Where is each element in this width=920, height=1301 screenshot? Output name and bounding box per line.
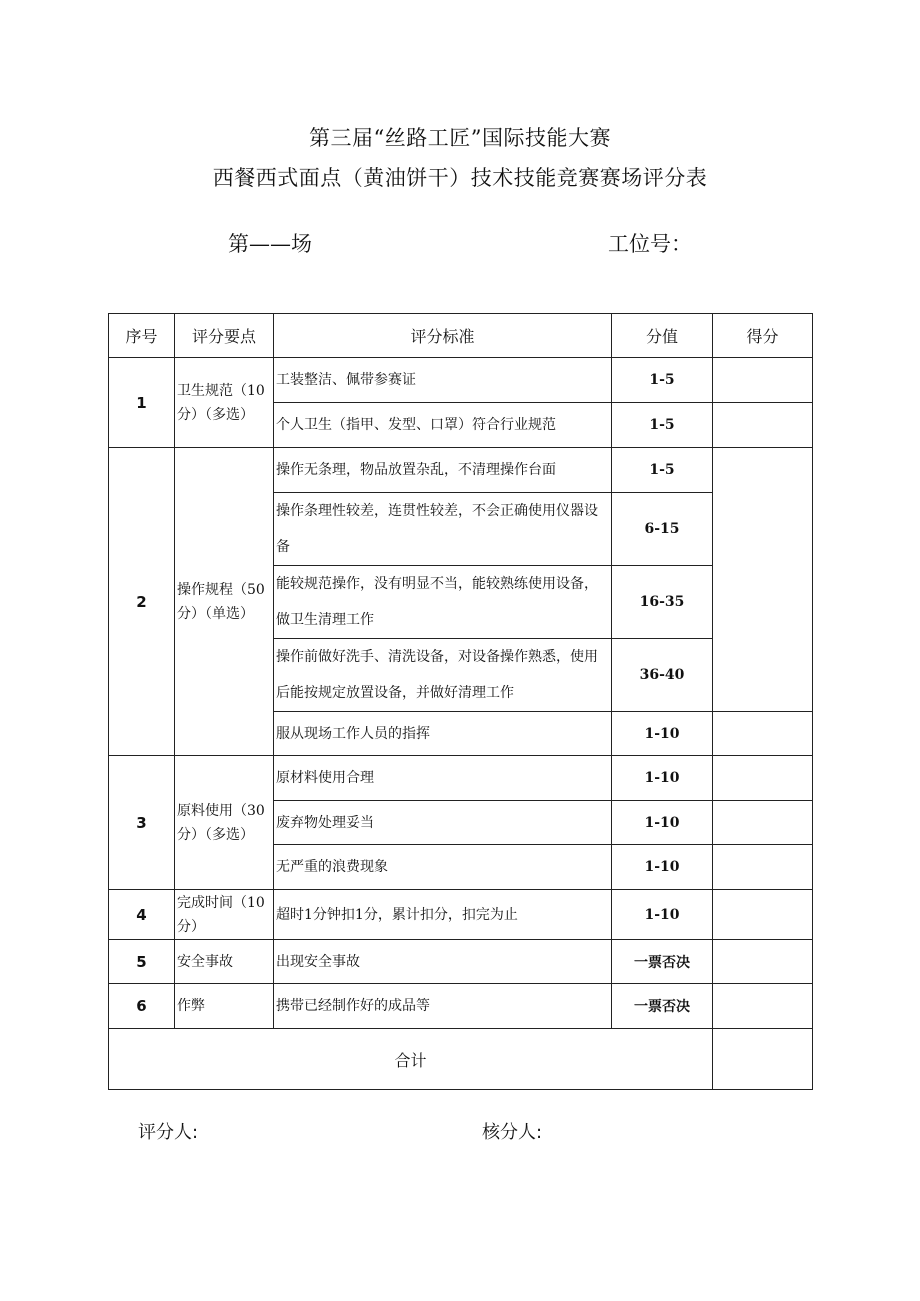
criterion: 操作条理性较差，连贯性较差，不会正确使用仪器设备: [274, 493, 612, 566]
header-criterion: 评分标准: [274, 314, 612, 358]
criterion: 操作前做好洗手、清洗设备，对设备操作熟悉，使用后能按规定放置设备，并做好清理工作: [274, 639, 612, 712]
score-range: 1-10: [612, 845, 713, 890]
title-line-2: 西餐西式面点（黄油饼干）技术技能竞赛赛场评分表: [212, 166, 708, 190]
criterion: 原材料使用合理: [274, 756, 612, 801]
score-cell[interactable]: [713, 448, 813, 712]
score-cell[interactable]: [713, 358, 813, 403]
scoring-point: 完成时间（10分）: [175, 890, 274, 940]
score-range: 1-10: [612, 890, 713, 940]
row-index: 1: [109, 358, 175, 448]
score-table: [108, 313, 813, 1090]
criterion: 工装整洁、佩带参赛证: [274, 358, 612, 403]
header-value: 分值: [612, 314, 713, 358]
scoring-point: 卫生规范（10分）（多选）: [175, 358, 274, 448]
table-row: [109, 756, 813, 801]
score-range: 1-5: [612, 403, 713, 448]
scoring-point: 作弊: [175, 984, 274, 1029]
score-cell[interactable]: [713, 801, 813, 845]
criterion: 服从现场工作人员的指挥: [274, 712, 612, 756]
score-range: 1-10: [612, 756, 713, 801]
table-row: [109, 358, 813, 403]
score-range: 1-10: [612, 712, 713, 756]
scoring-point: 操作规程（50分）（单选）: [175, 448, 274, 756]
venue-label: 第——场: [228, 232, 312, 256]
score-cell[interactable]: [713, 403, 813, 448]
table-row: [109, 940, 813, 984]
score-cell[interactable]: [713, 984, 813, 1029]
row-index: 6: [109, 984, 175, 1029]
criterion: 无严重的浪费现象: [274, 845, 612, 890]
table-row: [109, 890, 813, 940]
criterion: 携带已经制作好的成品等: [274, 984, 612, 1029]
table-row: [109, 448, 813, 493]
header-score: 得分: [713, 314, 813, 358]
table-row: [109, 984, 813, 1029]
header-point: 评分要点: [175, 314, 274, 358]
score-cell[interactable]: [713, 712, 813, 756]
score-cell[interactable]: [713, 890, 813, 940]
score-range: 1-5: [612, 448, 713, 493]
scorer-label: 评分人:: [138, 1122, 199, 1143]
criterion: 超时1分钟扣1分，累计扣分，扣完为止: [274, 890, 612, 940]
checker-label: 核分人:: [482, 1122, 543, 1143]
total-row: [109, 1029, 813, 1090]
criterion: 个人卫生（指甲、发型、口罩）符合行业规范: [274, 403, 612, 448]
total-score-cell[interactable]: [713, 1029, 813, 1090]
table-header-row: [109, 314, 813, 358]
score-range: 36-40: [612, 639, 713, 712]
header-index: 序号: [109, 314, 175, 358]
scoring-point: 安全事故: [175, 940, 274, 984]
title-line-1: 第三届“丝路工匠”国际技能大赛: [309, 126, 611, 150]
criterion: 出现安全事故: [274, 940, 612, 984]
score-range: 一票否决: [612, 940, 713, 984]
station-label: 工位号：: [608, 232, 692, 256]
row-index: 4: [109, 890, 175, 940]
score-range: 1-5: [612, 358, 713, 403]
score-range: 一票否决: [612, 984, 713, 1029]
row-index: 2: [109, 448, 175, 756]
score-cell[interactable]: [713, 756, 813, 801]
score-range: 6-15: [612, 493, 713, 566]
score-range: 16-35: [612, 566, 713, 639]
score-range: 1-10: [612, 801, 713, 845]
score-cell[interactable]: [713, 845, 813, 890]
scoring-point: 原料使用（30分）（多选）: [175, 756, 274, 890]
criterion: 废弃物处理妥当: [274, 801, 612, 845]
criterion: 能较规范操作，没有明显不当，能较熟练使用设备，做卫生清理工作: [274, 566, 612, 639]
total-label: 合计: [109, 1029, 713, 1090]
row-index: 5: [109, 940, 175, 984]
score-cell[interactable]: [713, 940, 813, 984]
row-index: 3: [109, 756, 175, 890]
criterion: 操作无条理，物品放置杂乱，不清理操作台面: [274, 448, 612, 493]
